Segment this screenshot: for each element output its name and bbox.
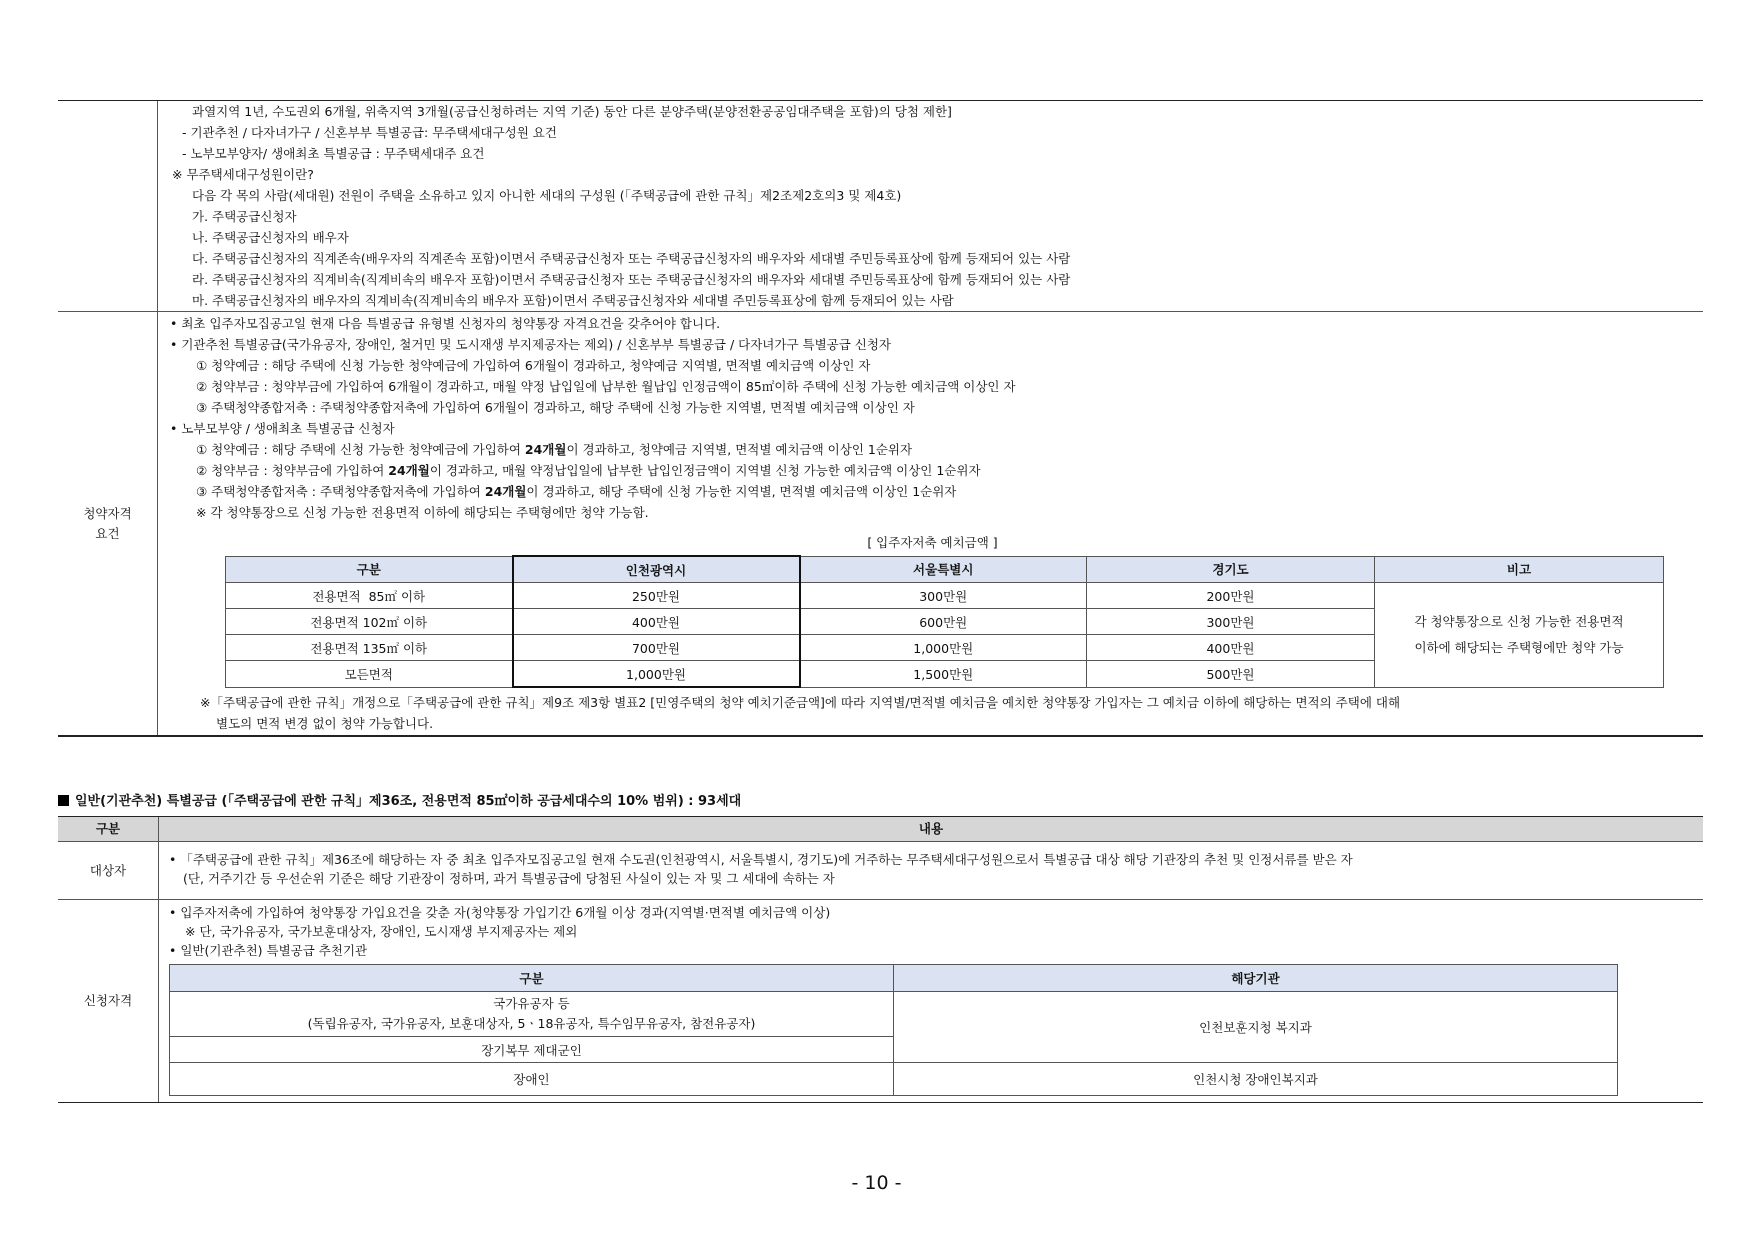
target-row [58, 842, 1703, 899]
area-cell: 전용면적 135㎡ 이하 [226, 635, 513, 661]
sub-item: ① 청약예금 : 해당 주택에 신청 가능한 청약예금에 가입하여 6개월이 경과하고, 청약예금 지역별, 면적별 예치금액 이상인 자 [196, 358, 871, 373]
table-header-row [58, 817, 1703, 842]
column-header: 서울특별시 [800, 556, 1087, 583]
bullet: • 「주택공급에 관한 규칙」제36조에 해당하는 자 중 최초 입주자모집공고일 현재 수도권(인천광역시, 서울특별시, 경기도)에 거주하는 무주택세대구성원으로서 특별공급 대상 해당 기관장의 추천 및 인정서류를 받은 자 [169, 852, 1353, 867]
eligibility-section [58, 100, 1703, 737]
column-header: 내용 [918, 821, 944, 836]
footnote: ※「주택공급에 관한 규칙」개정으로「주택공급에 관한 규칙」제9조 제3항 별표2 [민영주택의 청약 예치기준금액]에 따라 지역별/면적별 예치금을 예치한 청약통장 가입자는 그 예치금 이하에 해당하는 면적의 주택에 대해 [200, 695, 1401, 710]
column-header: 비고 [1375, 556, 1664, 583]
column-header: 구분 [226, 556, 513, 583]
qualification-row [58, 899, 1703, 1102]
gyeonggi-cell: 400만원 [1087, 635, 1375, 661]
sub-item: ③ 주택청약종합저축 : 주택청약종합저축에 가입하여 24개월이 경과하고, 해당 주택에 신청 가능한 지역별, 면적별 예치금액 이상인 1순위자 [196, 484, 957, 499]
sub-item: ② 청약부금 : 청약부금에 가입하여 24개월이 경과하고, 매월 약정납입일에 납부한 납입인정금액이 지역별 신청 가능한 예치금액 이상인 1순위자 [196, 463, 981, 478]
incheon-cell: 1,000만원 [513, 661, 800, 688]
text-line: 다음 각 목의 사람(세대원) 전원이 주택을 소유하고 있지 아니한 세대의 구성원 (「주택공급에 관한 규칙」제2조제2호의3 및 제4호) [192, 188, 902, 203]
incheon-cell: 250만원 [513, 583, 800, 609]
sub-item: ② 청약부금 : 청약부금에 가입하여 6개월이 경과하고, 매월 약정 납입일에 납부한 월납입 인정금액이 85㎡이하 주택에 신청 가능한 예치금액 이상인 자 [196, 379, 1016, 394]
text-line: - 기관추천 / 다자녀가구 / 신혼부부 특별공급: 무주택세대구성원 요건 [182, 125, 557, 140]
deposit-amount-table [225, 555, 1664, 688]
row-label: 청약자격 요건 [58, 312, 158, 735]
sub-item: ① 청약예금 : 해당 주택에 신청 가능한 청약예금에 가입하여 24개월이 경과하고, 청약예금 지역별, 면적별 예치금액 이상인 1순위자 [196, 442, 913, 457]
homeless-row [58, 101, 1703, 311]
note: ※ 단, 국가유공자, 국가보훈대상자, 장애인, 도시재생 부지제공자는 제외 [185, 924, 578, 939]
text-line: 라. 주택공급신청자의 직계비속(직계비속의 배우자 포함)이면서 주택공급신청자 또는 주택공급신청자의 배우자와 세대별 주민등록표상에 함께 등재되어 있는 사람 [192, 272, 1071, 287]
bullet: • 기관추천 특별공급(국가유공자, 장애인, 철거민 및 도시재생 부지제공자는 제외) / 신혼부부 특별공급 / 다자녀가구 특별공급 신청자 [170, 337, 891, 352]
sub-item: ③ 주택청약종합저축 : 주택청약종합저축에 가입하여 6개월이 경과하고, 해당 주택에 신청 가능한 지역별, 면적별 예치금액 이상인 자 [196, 400, 915, 415]
column-header: 해당기관 [894, 965, 1618, 992]
text-line: 마. 주택공급신청자의 배우자의 직계비속(직계비속의 배우자 포함)이면서 주택공급신청자와 세대별 주민등록표상에 함께 등재되어 있는 사람 [192, 293, 954, 308]
category-cell: 국가유공자 등 (독립유공자, 국가유공자, 보훈대상자, 5ㆍ18유공자, 특수임무유공자, 참전유공자) [170, 992, 894, 1037]
column-header: 경기도 [1087, 556, 1375, 583]
note: ※ 각 청약통장으로 신청 가능한 전용면적 이하에 해당되는 주택형에만 청약 가능함. [196, 505, 649, 520]
text-line: 다. 주택공급신청자의 직계존속(배우자의 직계존속 포함)이면서 주택공급신청자 또는 주택공급신청자의 배우자와 세대별 주민등록표상에 함께 등재되어 있는 사람 [192, 251, 1071, 266]
seoul-cell: 1,500만원 [800, 661, 1087, 688]
text-line: ※ 무주택세대구성원이란? [172, 167, 314, 182]
square-bullet-icon [58, 795, 69, 806]
text-line: - 노부모부양자/ 생애최초 특별공급 : 무주택세대주 요건 [182, 146, 485, 161]
bullet-continued: (단, 거주기간 등 우선순위 기준은 해당 기관장이 정하며, 과거 특별공급에 당첨된 사실이 있는 자 및 그 세대에 속하는 자 [183, 871, 835, 886]
gyeonggi-cell: 500만원 [1087, 661, 1375, 688]
gyeonggi-cell: 300만원 [1087, 609, 1375, 635]
seoul-cell: 1,000만원 [800, 635, 1087, 661]
gyeonggi-cell: 200만원 [1087, 583, 1375, 609]
subscription-requirements-row [58, 311, 1703, 735]
category-cell: 장애인 [170, 1063, 894, 1096]
category-cell: 장기복무 제대군인 [170, 1037, 894, 1063]
bullet: • 일반(기관추천) 특별공급 추천기관 [169, 943, 368, 958]
row-label: 신청자격 [58, 900, 159, 1102]
footnote-continued: 별도의 면적 변경 없이 청약 가능합니다. [216, 716, 434, 731]
text-line: 과열지역 1년, 수도권외 6개월, 위축지역 3개월(공급신청하려는 지역 기준) 동안 다른 분양주택(분양전환공공임대주택을 포함)의 당첨 제한] [192, 104, 952, 119]
seoul-cell: 300만원 [800, 583, 1087, 609]
column-header: 구분 [58, 817, 159, 841]
page-number: - 10 - [851, 1172, 902, 1194]
column-header: 구분 [170, 965, 894, 992]
table-caption: [ 입주자저축 예치금액 ] [867, 535, 998, 550]
row-label: 대상자 [58, 842, 159, 899]
column-header: 인천광역시 [513, 556, 800, 583]
area-cell: 전용면적 102㎡ 이하 [226, 609, 513, 635]
table-row [226, 583, 1664, 609]
institution-cell: 인천보훈지청 복지과 [894, 992, 1618, 1063]
area-cell: 모든면적 [226, 661, 513, 688]
table-row [170, 1063, 1618, 1096]
text-line: 나. 주택공급신청자의 배우자 [192, 230, 349, 245]
area-cell: 전용면적 85㎡ 이하 [226, 583, 513, 609]
remark-cell: 각 청약통장으로 신청 가능한 전용면적 이하에 해당되는 주택형에만 청약 가능 [1375, 583, 1664, 688]
bullet: • 입주자저축에 가입하여 청약통장 가입요건을 갖춘 자(청약통장 가입기간 6개월 이상 경과(지역별·면적별 예치금액 이상) [169, 905, 831, 920]
table-row [170, 992, 1618, 1037]
institution-recommended-section [58, 816, 1703, 1103]
bullet: • 최초 입주자모집공고일 현재 다음 특별공급 유형별 신청자의 청약통장 자격요건을 갖추어야 합니다. [170, 316, 721, 331]
seoul-cell: 600만원 [800, 609, 1087, 635]
institution-cell: 인천시청 장애인복지과 [894, 1063, 1618, 1096]
text-line: 가. 주택공급신청자 [192, 209, 297, 224]
incheon-cell: 700만원 [513, 635, 800, 661]
section-heading: 일반(기관추천) 특별공급 (「주택공급에 관한 규칙」제36조, 전용면적 85㎡이하 공급세대수의 10% 범위) : 93세대 [58, 790, 741, 809]
bullet: • 노부모부양 / 생애최초 특별공급 신청자 [170, 421, 395, 436]
incheon-cell: 400만원 [513, 609, 800, 635]
recommending-institution-table [169, 964, 1618, 1096]
